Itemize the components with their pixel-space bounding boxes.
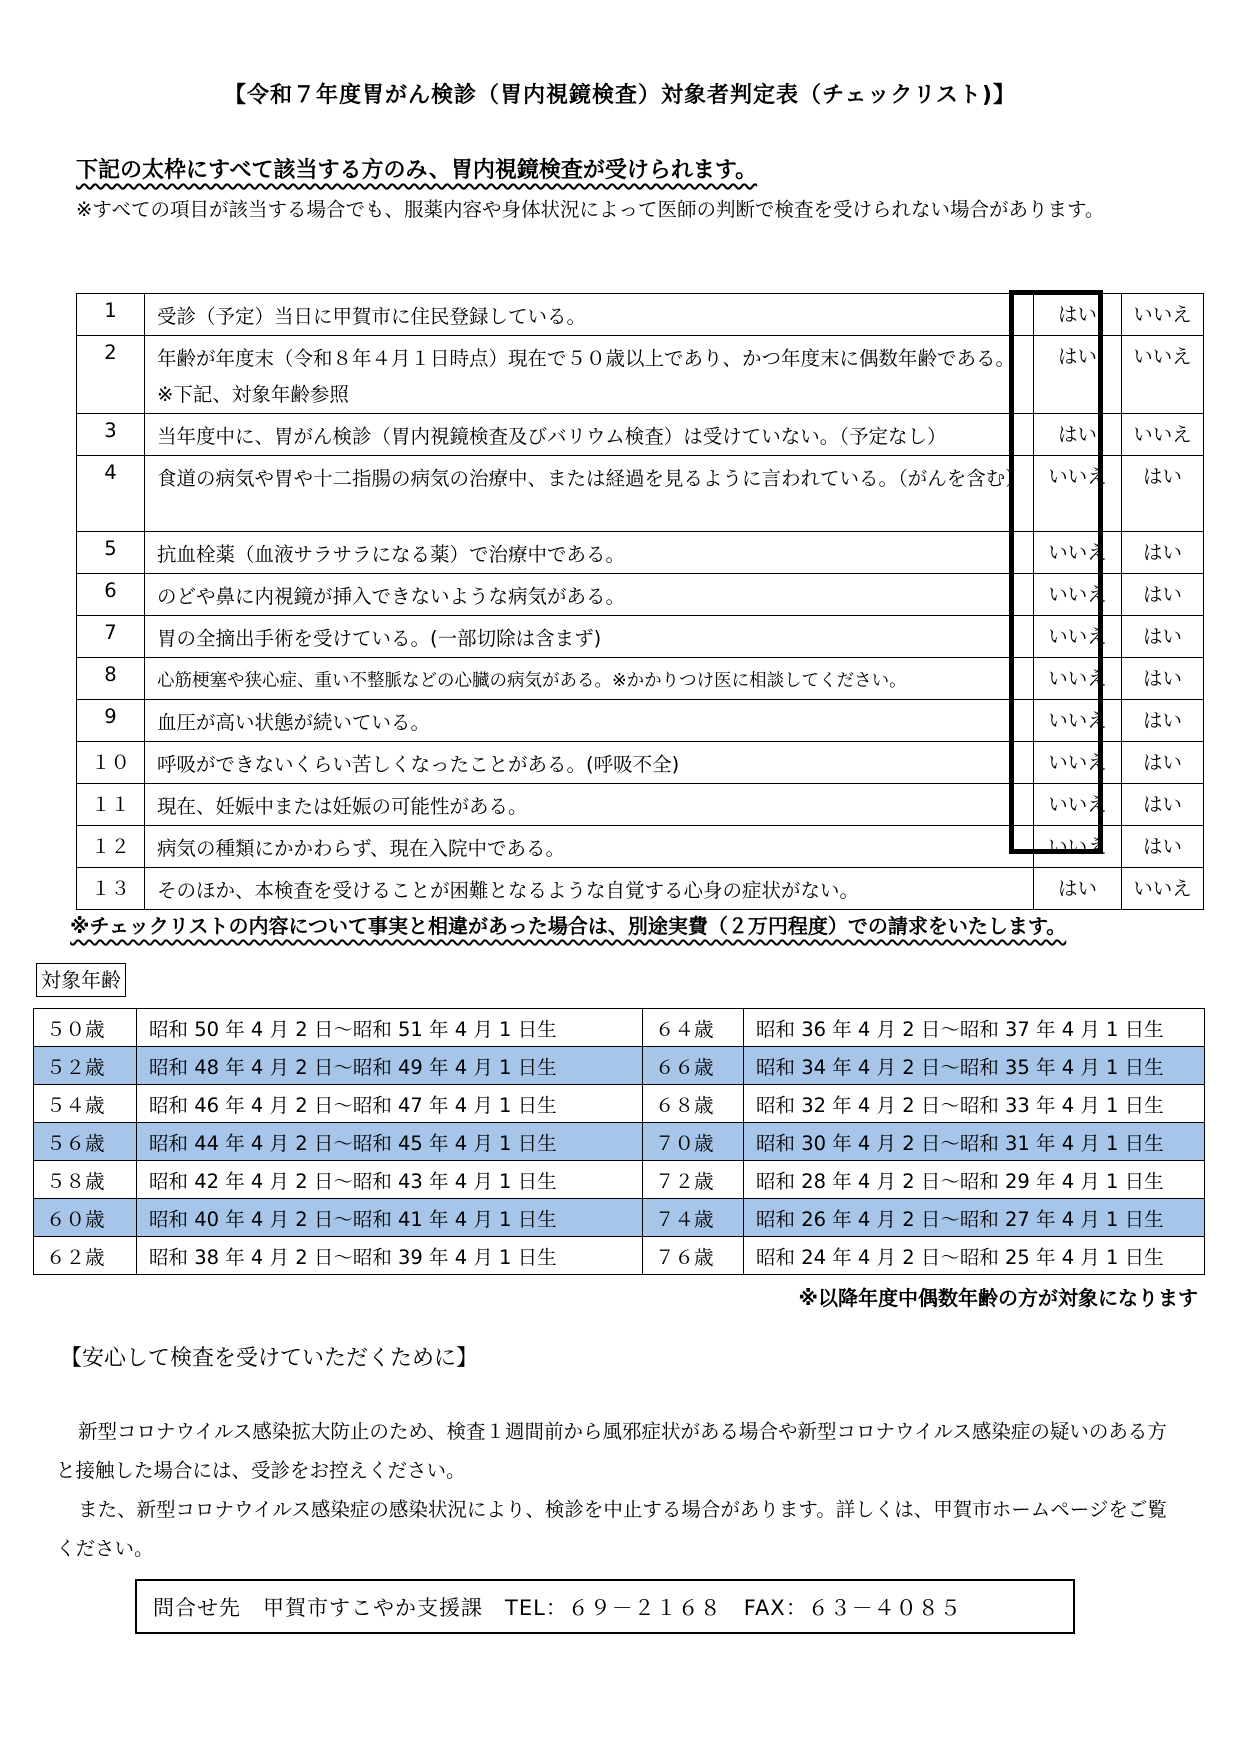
required-answer: いいえ	[1034, 574, 1122, 616]
item-number: 7	[77, 616, 145, 658]
item-number: １２	[77, 826, 145, 868]
required-answer: いいえ	[1034, 784, 1122, 826]
age-cell: ６０歳	[34, 1199, 137, 1237]
birthdate-range-cell: 昭和 40 年 4 月 2 日～昭和 41 年 4 月 1 日生	[137, 1199, 643, 1237]
paragraph: 新型コロナウイルス感染拡大防止のため、検査１週間前から風邪症状がある場合や新型コロナウイルス感染症の疑いのある方と接触した場合には、受診をお控えください。	[56, 1420, 1167, 1482]
checklist-row	[77, 700, 1204, 742]
other-answer: いいえ	[1122, 294, 1204, 336]
checklist-row	[77, 414, 1204, 456]
other-answer: はい	[1122, 742, 1204, 784]
item-number: 5	[77, 532, 145, 574]
checklist-table	[76, 293, 1204, 910]
checklist-row	[77, 294, 1204, 336]
age-row	[34, 1123, 1205, 1161]
age-cell: ７２歳	[643, 1161, 744, 1199]
other-answer: はい	[1122, 784, 1204, 826]
checklist-row	[77, 784, 1204, 826]
checklist-row	[77, 616, 1204, 658]
other-answer: はい	[1122, 616, 1204, 658]
item-text: 病気の種類にかかわらず、現在入院中である。	[145, 826, 1034, 868]
warning-text: ※チェックリストの内容について事実と相違があった場合は、別途実費（２万円程度）での請求をいたします。	[70, 914, 1067, 938]
item-number: 2	[77, 336, 145, 414]
item-number: 8	[77, 658, 145, 700]
note-text: ※すべての項目が該当する場合でも、服薬内容や身体状況によって医師の判断で検査を受けられない場合があります。	[76, 198, 1105, 221]
item-text: 呼吸ができないくらい苦しくなったことがある。(呼吸不全)	[145, 742, 1034, 784]
notice-paragraphs	[56, 1412, 1186, 1568]
paragraph: また、新型コロナウイルス感染症の感染状況により、検診を中止する場合があります。詳しくは、甲賀市ホームページをご覧ください。	[56, 1498, 1167, 1560]
birthdate-range-cell: 昭和 24 年 4 月 2 日～昭和 25 年 4 月 1 日生	[744, 1237, 1205, 1275]
birthdate-range-cell: 昭和 34 年 4 月 2 日～昭和 35 年 4 月 1 日生	[744, 1047, 1205, 1085]
age-cell: ５２歳	[34, 1047, 137, 1085]
other-answer: いいえ	[1122, 336, 1204, 414]
other-answer: はい	[1122, 826, 1204, 868]
item-text: 年齢が年度末（令和８年４月１日時点）現在で５０歳以上であり、かつ年度末に偶数年齢である。 ※下記、対象年齢参照	[145, 336, 1034, 414]
age-table	[33, 1008, 1205, 1275]
checklist-row	[77, 456, 1204, 532]
contact-text: 問合せ先 甲賀市すこやか支援課 TEL：６９－２１６８ FAX：６３－４０８５	[153, 1595, 962, 1620]
age-cell: ７６歳	[643, 1237, 744, 1275]
required-answer: いいえ	[1034, 742, 1122, 784]
age-cell: ７０歳	[643, 1123, 744, 1161]
birthdate-range-cell: 昭和 30 年 4 月 2 日～昭和 31 年 4 月 1 日生	[744, 1123, 1205, 1161]
birthdate-range-cell: 昭和 50 年 4 月 2 日～昭和 51 年 4 月 1 日生	[137, 1009, 643, 1047]
item-text: 胃の全摘出手術を受けている。(一部切除は含まず)	[145, 616, 1034, 658]
birthdate-range-cell: 昭和 42 年 4 月 2 日～昭和 43 年 4 月 1 日生	[137, 1161, 643, 1199]
other-answer: はい	[1122, 658, 1204, 700]
required-answer: いいえ	[1034, 616, 1122, 658]
age-cell: ５６歳	[34, 1123, 137, 1161]
age-cell: ６８歳	[643, 1085, 744, 1123]
item-text: のどや鼻に内視鏡が挿入できないような病気がある。	[145, 574, 1034, 616]
age-cell: ５８歳	[34, 1161, 137, 1199]
other-answer: はい	[1122, 532, 1204, 574]
item-number: １３	[77, 868, 145, 910]
age-cell: ６４歳	[643, 1009, 744, 1047]
birthdate-range-cell: 昭和 38 年 4 月 2 日～昭和 39 年 4 月 1 日生	[137, 1237, 643, 1275]
item-number: 4	[77, 456, 145, 532]
item-number: 9	[77, 700, 145, 742]
age-row	[34, 1047, 1205, 1085]
required-answer: いいえ	[1034, 700, 1122, 742]
item-number: 1	[77, 294, 145, 336]
checklist-row	[77, 532, 1204, 574]
age-cell: ５４歳	[34, 1085, 137, 1123]
checklist-row	[77, 868, 1204, 910]
age-row	[34, 1085, 1205, 1123]
birthdate-range-cell: 昭和 32 年 4 月 2 日～昭和 33 年 4 月 1 日生	[744, 1085, 1205, 1123]
required-answer: はい	[1034, 414, 1122, 456]
other-answer: はい	[1122, 456, 1204, 532]
checklist-row	[77, 336, 1204, 414]
age-row	[34, 1009, 1205, 1047]
item-text: 食道の病気や胃や十二指腸の病気の治療中、または経過を見るように言われている。（がんを含む）	[145, 456, 1034, 532]
item-number: 3	[77, 414, 145, 456]
required-answer: いいえ	[1034, 532, 1122, 574]
item-text: 当年度中に、胃がん検診（胃内視鏡検査及びバリウム検査）は受けていない。（予定なし）	[145, 414, 1034, 456]
item-number: 6	[77, 574, 145, 616]
lead-text: 下記の太枠にすべて該当する方のみ、胃内視鏡検査が受けられます。	[76, 158, 758, 183]
age-cell: ７４歳	[643, 1199, 744, 1237]
checklist-row	[77, 742, 1204, 784]
other-answer: はい	[1122, 700, 1204, 742]
item-text: 抗血栓薬（血液サラサラになる薬）で治療中である。	[145, 532, 1034, 574]
required-answer: いいえ	[1034, 826, 1122, 868]
required-answer: いいえ	[1034, 456, 1122, 532]
page-title: 【令和７年度胃がん検診（胃内視鏡検査）対象者判定表（チェックリスト)】	[224, 83, 1016, 108]
age-note: ※以降年度中偶数年齢の方が対象になります	[798, 1286, 1198, 1310]
birthdate-range-cell: 昭和 44 年 4 月 2 日～昭和 45 年 4 月 1 日生	[137, 1123, 643, 1161]
checklist-row	[77, 574, 1204, 616]
birthdate-range-cell: 昭和 48 年 4 月 2 日～昭和 49 年 4 月 1 日生	[137, 1047, 643, 1085]
age-row	[34, 1237, 1205, 1275]
age-row	[34, 1161, 1205, 1199]
other-answer: はい	[1122, 574, 1204, 616]
other-answer: いいえ	[1122, 868, 1204, 910]
required-answer: はい	[1034, 868, 1122, 910]
age-cell: ６６歳	[643, 1047, 744, 1085]
age-cell: ５０歳	[34, 1009, 137, 1047]
checklist-row	[77, 658, 1204, 700]
contact-box	[135, 1579, 1075, 1634]
birthdate-range-cell: 昭和 28 年 4 月 2 日～昭和 29 年 4 月 1 日生	[744, 1161, 1205, 1199]
age-row	[34, 1199, 1205, 1237]
item-number: １１	[77, 784, 145, 826]
age-label: 対象年齢	[36, 963, 126, 997]
section-title: 【安心して検査を受けていただくために】	[60, 1346, 479, 1371]
age-cell: ６２歳	[34, 1237, 137, 1275]
other-answer: いいえ	[1122, 414, 1204, 456]
item-text: 受診（予定）当日に甲賀市に住民登録している。	[145, 294, 1034, 336]
item-text: 血圧が高い状態が続いている。	[145, 700, 1034, 742]
item-number: １０	[77, 742, 145, 784]
birthdate-range-cell: 昭和 46 年 4 月 2 日～昭和 47 年 4 月 1 日生	[137, 1085, 643, 1123]
item-text: そのほか、本検査を受けることが困難となるような自覚する心身の症状がない。	[145, 868, 1034, 910]
birthdate-range-cell: 昭和 26 年 4 月 2 日～昭和 27 年 4 月 1 日生	[744, 1199, 1205, 1237]
required-answer: はい	[1034, 294, 1122, 336]
item-text: 現在、妊娠中または妊娠の可能性がある。	[145, 784, 1034, 826]
checklist-row	[77, 826, 1204, 868]
birthdate-range-cell: 昭和 36 年 4 月 2 日～昭和 37 年 4 月 1 日生	[744, 1009, 1205, 1047]
item-text: 心筋梗塞や狭心症、重い不整脈などの心臓の病気がある。※かかりつけ医に相談してください。	[145, 658, 1034, 700]
required-answer: はい	[1034, 336, 1122, 414]
required-answer: いいえ	[1034, 658, 1122, 700]
